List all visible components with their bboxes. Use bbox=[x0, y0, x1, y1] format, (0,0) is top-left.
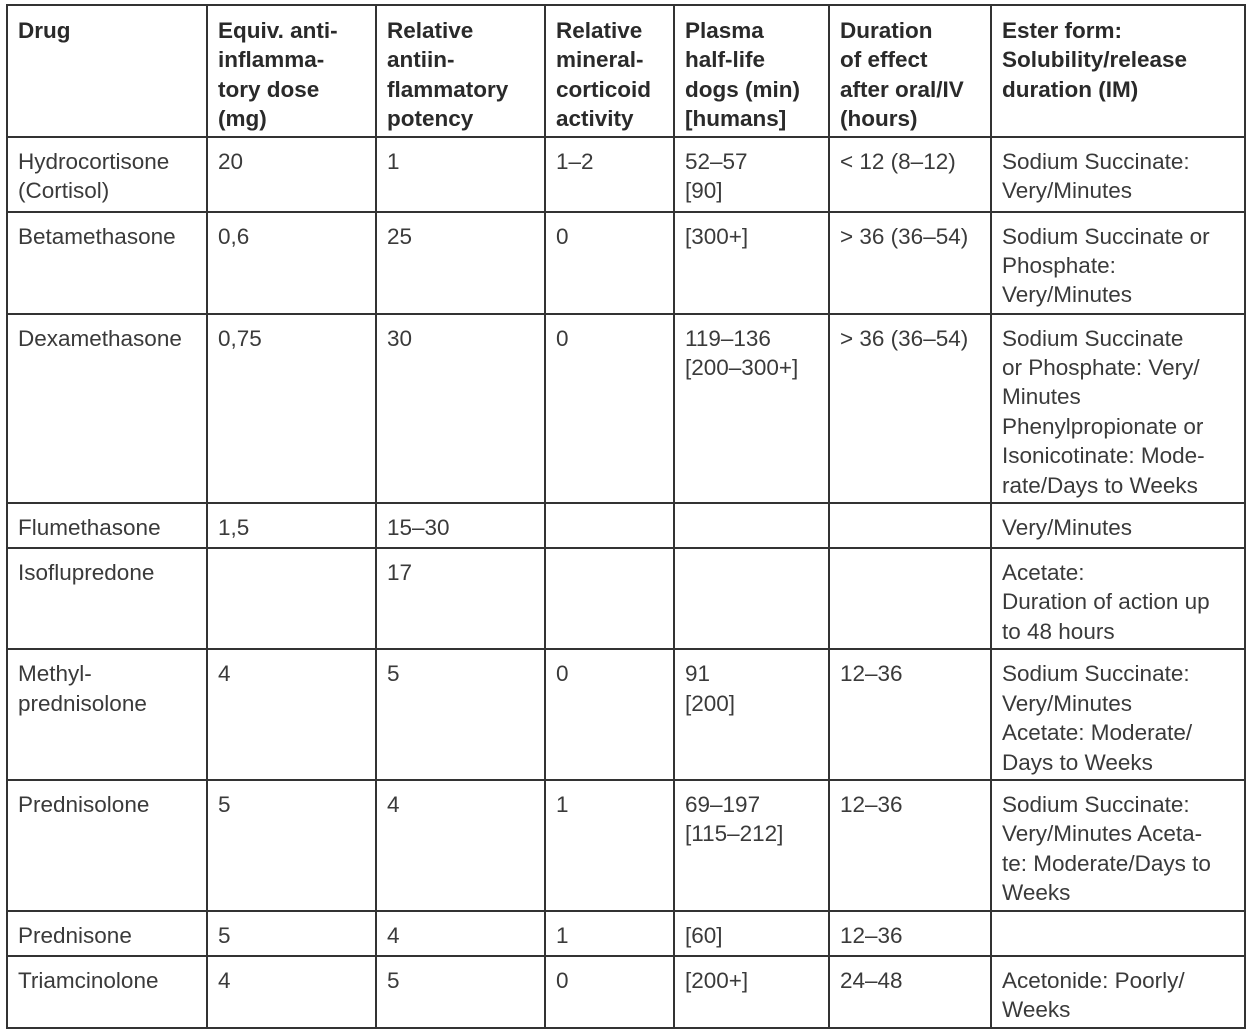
cell-text: 1,5 bbox=[218, 515, 250, 541]
header-cell bbox=[7, 5, 207, 137]
table-cell bbox=[7, 649, 207, 780]
table-cell bbox=[829, 956, 991, 1028]
table-cell bbox=[207, 780, 376, 911]
table-cell bbox=[7, 911, 207, 956]
table-cell bbox=[829, 548, 991, 649]
cell-text: 0 bbox=[556, 661, 569, 687]
header-cell bbox=[545, 5, 674, 137]
table-row bbox=[7, 314, 1245, 503]
cell-text: Triamcinolone bbox=[18, 967, 159, 993]
table-cell bbox=[207, 911, 376, 956]
header-label-ester-form: Ester form: Solubility/release duration (IM) bbox=[1002, 18, 1188, 102]
header-label-equiv-dose: Equiv. anti- inflamma- tory dose (mg) bbox=[218, 18, 338, 132]
cell-text: Betamethasone bbox=[18, 223, 176, 249]
cell-text: 1 bbox=[387, 148, 400, 174]
table-cell bbox=[991, 212, 1245, 314]
cell-text: 30 bbox=[387, 325, 413, 351]
cell-text: Isoflupredone bbox=[18, 560, 155, 586]
cell-text: 91 [200] bbox=[685, 661, 736, 716]
cell-text: 5 bbox=[218, 922, 231, 948]
table-cell bbox=[674, 649, 829, 780]
table-cell bbox=[545, 548, 674, 649]
table-cell bbox=[674, 212, 829, 314]
table-cell bbox=[991, 503, 1245, 548]
cell-text: 4 bbox=[218, 661, 231, 687]
table-cell bbox=[376, 956, 545, 1028]
cell-text: 69–197 [115–212] bbox=[685, 791, 784, 847]
header-label-duration-of-effect: Duration of effect after oral/IV (hours) bbox=[840, 18, 964, 132]
table-cell bbox=[7, 314, 207, 503]
cell-text: Dexamethasone bbox=[18, 325, 182, 351]
table-cell bbox=[7, 137, 207, 212]
cell-text: Prednisolone bbox=[18, 791, 150, 817]
table-cell bbox=[991, 956, 1245, 1028]
table-row bbox=[7, 956, 1245, 1028]
cell-text: 20 bbox=[218, 148, 244, 174]
cell-text: Hydrocortisone (Cortisol) bbox=[18, 148, 170, 204]
table-row bbox=[7, 503, 1245, 548]
table-cell bbox=[207, 137, 376, 212]
cell-text: Acetate: Duration of action up to 48 hours bbox=[1002, 560, 1210, 644]
table-cell bbox=[674, 503, 829, 548]
table-cell bbox=[207, 649, 376, 780]
table-cell bbox=[7, 548, 207, 649]
cell-text: 0 bbox=[556, 223, 569, 249]
table-cell bbox=[991, 649, 1245, 780]
table-cell bbox=[545, 503, 674, 548]
header-row bbox=[7, 5, 1245, 137]
table-cell bbox=[207, 503, 376, 548]
table-cell bbox=[7, 503, 207, 548]
cell-text: [300+] bbox=[685, 223, 749, 249]
header-cell bbox=[991, 5, 1245, 137]
cell-text: > 36 (36–54) bbox=[840, 325, 969, 351]
table-cell bbox=[674, 956, 829, 1028]
table-cell bbox=[829, 314, 991, 503]
header-cell bbox=[376, 5, 545, 137]
table-cell bbox=[545, 212, 674, 314]
cell-text: Methyl- prednisolone bbox=[18, 661, 147, 716]
table-cell bbox=[545, 956, 674, 1028]
table-cell bbox=[7, 212, 207, 314]
cell-text: 1–2 bbox=[556, 148, 594, 174]
table-cell bbox=[991, 314, 1245, 503]
table-cell bbox=[674, 137, 829, 212]
cell-text: 0,75 bbox=[218, 325, 262, 351]
header-label-plasma-half-life: Plasma half-life dogs (min) [humans] bbox=[685, 18, 800, 132]
cell-text: Sodium Succinate or Phosphate: Very/ Minutes Phenylpropionate or Isonicotinate: Mode- rate/Days to Weeks bbox=[1002, 325, 1205, 498]
table-row bbox=[7, 548, 1245, 649]
cell-text: [200+] bbox=[685, 967, 749, 993]
table-cell bbox=[207, 212, 376, 314]
table-cell bbox=[7, 956, 207, 1028]
table-row bbox=[7, 649, 1245, 780]
cell-text: 12–36 bbox=[840, 922, 903, 948]
table-cell bbox=[829, 212, 991, 314]
cell-text: 0 bbox=[556, 325, 569, 351]
cell-text: Sodium Succinate: Very/Minutes bbox=[1002, 148, 1190, 204]
table-cell bbox=[545, 911, 674, 956]
table-cell bbox=[376, 780, 545, 911]
cell-text: Sodium Succinate: Very/Minutes Aceta- te: Moderate/Days to Weeks bbox=[1002, 791, 1211, 906]
cell-text: 24–48 bbox=[840, 967, 903, 993]
table-cell bbox=[829, 780, 991, 911]
table-cell bbox=[991, 911, 1245, 956]
header-label-antiinflammatory-potency: Relative antiin- flammatory potency bbox=[387, 18, 509, 132]
cell-text: 119–136 [200–300+] bbox=[685, 325, 799, 381]
cell-text: 52–57 [90] bbox=[685, 148, 748, 204]
table-cell bbox=[674, 911, 829, 956]
table-cell bbox=[829, 649, 991, 780]
cell-text: 0 bbox=[556, 967, 569, 993]
cell-text: > 36 (36–54) bbox=[840, 223, 969, 249]
cell-text: 17 bbox=[387, 560, 413, 586]
header-cell bbox=[674, 5, 829, 137]
cell-text: Sodium Succinate or Phosphate: Very/Minutes bbox=[1002, 223, 1210, 308]
table-cell bbox=[829, 503, 991, 548]
table-cell bbox=[545, 314, 674, 503]
table-cell bbox=[829, 911, 991, 956]
table-cell bbox=[7, 780, 207, 911]
cell-text: 1 bbox=[556, 791, 569, 817]
cell-text: < 12 (8–12) bbox=[840, 148, 956, 174]
table-cell bbox=[829, 137, 991, 212]
table-cell bbox=[207, 956, 376, 1028]
cell-text: 5 bbox=[387, 661, 400, 687]
table-cell bbox=[674, 548, 829, 649]
table-row bbox=[7, 137, 1245, 212]
cell-text: Sodium Succinate: Very/Minutes Acetate: Moderate/ Days to Weeks bbox=[1002, 661, 1193, 775]
table-cell bbox=[545, 780, 674, 911]
table-cell bbox=[376, 649, 545, 780]
table-cell bbox=[376, 548, 545, 649]
table-cell bbox=[376, 212, 545, 314]
cell-text: Prednisone bbox=[18, 922, 132, 948]
table-cell bbox=[376, 137, 545, 212]
cell-text: 15–30 bbox=[387, 515, 450, 541]
cell-text: 4 bbox=[387, 791, 400, 817]
corticosteroid-comparison-table bbox=[6, 4, 1246, 1029]
table-cell bbox=[674, 780, 829, 911]
table-cell bbox=[376, 911, 545, 956]
header-cell bbox=[207, 5, 376, 137]
table-cell bbox=[545, 137, 674, 212]
cell-text: 12–36 bbox=[840, 791, 903, 817]
header-cell bbox=[829, 5, 991, 137]
table-cell bbox=[545, 649, 674, 780]
table-cell bbox=[207, 548, 376, 649]
cell-text: 25 bbox=[387, 223, 413, 249]
table-cell bbox=[207, 314, 376, 503]
table-cell bbox=[991, 548, 1245, 649]
table-row bbox=[7, 780, 1245, 911]
cell-text: 5 bbox=[218, 791, 231, 817]
cell-text: Very/Minutes bbox=[1002, 515, 1133, 541]
table-cell bbox=[376, 314, 545, 503]
cell-text: 0,6 bbox=[218, 223, 250, 249]
table-row bbox=[7, 212, 1245, 314]
table-cell bbox=[674, 314, 829, 503]
cell-text: Flumethasone bbox=[18, 515, 161, 541]
header-label-mineralcorticoid-activity: Relative mineral- corticoid activity bbox=[556, 18, 652, 132]
cell-text: 4 bbox=[218, 967, 231, 993]
header-label-drug: Drug bbox=[18, 18, 71, 43]
table-cell bbox=[991, 780, 1245, 911]
cell-text: 4 bbox=[387, 922, 400, 948]
cell-text: 1 bbox=[556, 922, 569, 948]
table-cell bbox=[376, 503, 545, 548]
table-cell bbox=[991, 137, 1245, 212]
cell-text: [60] bbox=[685, 922, 723, 948]
cell-text: 12–36 bbox=[840, 661, 903, 687]
table-row bbox=[7, 911, 1245, 956]
cell-text: Acetonide: Poorly/ Weeks bbox=[1002, 967, 1185, 1022]
cell-text: 5 bbox=[387, 967, 400, 993]
